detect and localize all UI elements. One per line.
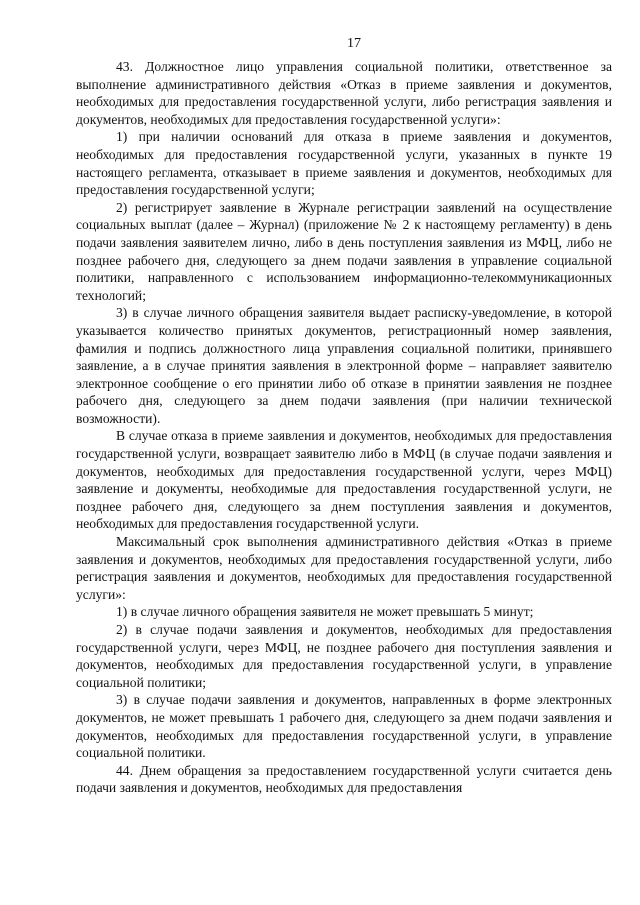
paragraph-refusal-return: В случае отказа в приеме заявления и документов, необходимых для предоставления государственной услуги, возвращает заявителю либо в МФЦ (в случае подачи заявления и документов, необходимых для предоставления государственной услуги, через МФЦ) заявление и документы, необходимые для предоставления государственной услуги, не позднее рабочего дня, следующего за днем поступления заявления и документов, необходимых для предоставления государственной услуги. [76,428,612,532]
paragraph-max-term-item-1: 1) в случае личного обращения заявителя не может превышать 5 минут; [116,604,534,620]
page-number: 17 [347,36,361,51]
paragraph-43-intro: 43. Должностное лицо управления социальной политики, ответственное за выполнение административного действия «Отказ в приеме заявления и документов, необходимых для предоставления государственной услуги, либо регистрация заявления и документов, необходимых для предоставления государственной услуги»: [76,59,612,127]
paragraph-43-item-2: 2) регистрирует заявление в Журнале регистрации заявлений на осуществление социальных выплат (далее – Журнал) (приложение № 2 к настоящему регламенту) в день подачи заявления заявителем лично, либо в день поступления заявления из МФЦ, либо не позднее рабочего дня, следующего за днем подачи заявления в управление социальной политики, направленного с использованием информационно-телекоммуникационных технологий; [76,199,612,303]
paragraph-44: 44. Днем обращения за предоставлением государственной услуги считается день подачи заявления и документов, необходимых для предоставления [76,762,612,796]
paragraph-max-term-item-3: 3) в случае подачи заявления и документов, направленных в форме электронных документов, не может превышать 1 рабочего дня, следующего за днем подачи заявления и документов, необходимых для предоставления государственной услуги, в управление социальной политики. [76,692,612,761]
paragraph-43-item-3: 3) в случае личного обращения заявителя выдает расписку-уведомление, в которой указывается количество принятых документов, регистрационный номер заявления, фамилия и подпись должностного лица управления социальной политики, принявшего заявление, а в случае принятия заявления в электронной форме – направляет заявителю электронное сообщение о его принятии либо об отказе в принятии заявления не позднее рабочего дня, следующего за днем подачи заявления (при наличии технической возможности). [76,305,612,426]
paragraph-max-term-item-2: 2) в случае подачи заявления и документов, необходимых для предоставления государственной услуги, через МФЦ, не позднее рабочего дня поступления заявления и документов, необходимых для предоставления государственной услуги, в управление социальной политики; [76,622,612,690]
paragraph-43-item-1: 1) при наличии оснований для отказа в приеме заявления и документов, необходимых для предоставления государственной услуги, указанных в пункте 19 настоящего регламента, отказывает в приеме заявления и документов, необходимых для предоставления государственной услуги; [76,129,612,198]
paragraph-max-term-intro: Максимальный срок выполнения административного действия «Отказ в приеме заявления и документов, необходимых для предоставления государственной услуги, либо регистрация заявления и документов, необходимых для предоставления государственной услуги»: [76,534,612,602]
